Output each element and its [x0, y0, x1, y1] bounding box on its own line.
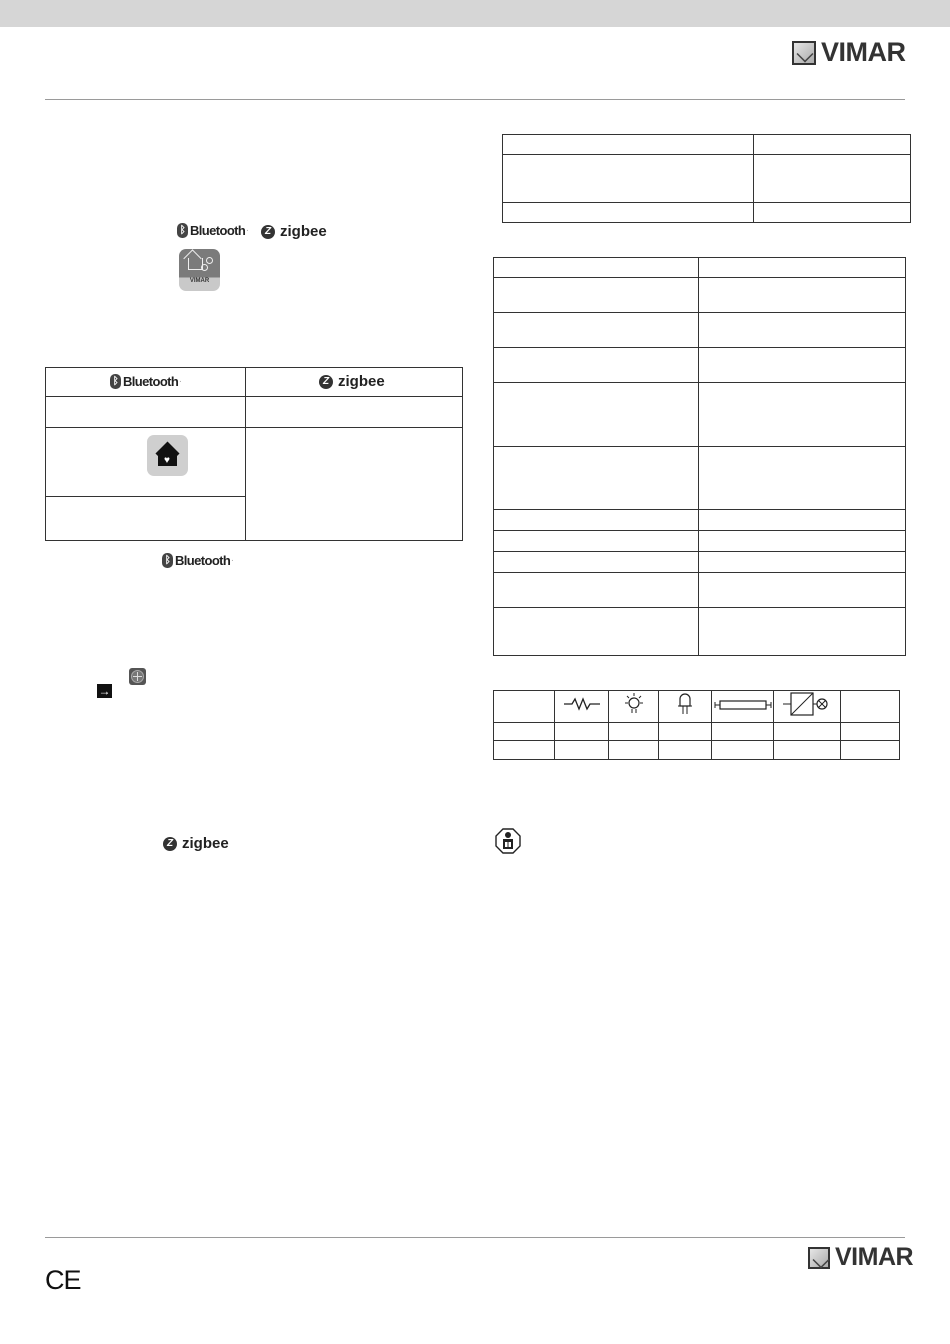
resistive-load-icon [555, 691, 609, 723]
qualified-installer-icon [495, 828, 521, 854]
arrow-right-icon: → [98, 684, 111, 698]
table-cell [841, 723, 900, 741]
bluetooth-icon: ᛒ [162, 553, 173, 568]
zigbee-icon: Z [261, 225, 275, 239]
incandescent-lamp-icon [609, 691, 659, 723]
table-cell [503, 155, 754, 203]
table-cell [494, 608, 699, 656]
table-row [494, 313, 906, 348]
plus-circle [131, 670, 144, 683]
table-row [494, 573, 906, 608]
bluetooth-logo-text: Bluetooth [123, 374, 179, 389]
table-cell [699, 348, 906, 383]
vimar-logo-mark-icon [808, 1247, 830, 1269]
table-row [503, 155, 911, 203]
table-cell [494, 741, 555, 760]
vimar-logo-header [792, 39, 906, 66]
vimar-logo-mark-icon [792, 41, 816, 65]
table-row [494, 258, 906, 278]
spec-table-top [502, 134, 911, 223]
vimar-logo-text: VIMAR [835, 1243, 914, 1271]
table-row [494, 348, 906, 383]
zigbee-icon: Z [163, 837, 177, 851]
home-shape [156, 443, 179, 468]
table-cell [494, 278, 699, 313]
zigbee-icon: Z [319, 375, 333, 389]
vimar-logo-footer [808, 1245, 913, 1270]
table-cell [774, 741, 841, 760]
top-bar [0, 0, 950, 27]
vimar-view-app-icon [179, 249, 220, 291]
table-cell [699, 258, 906, 278]
table-cell [494, 723, 555, 741]
zigbee-logo [261, 223, 327, 240]
fluorescent-tube-icon [712, 691, 774, 723]
home-heart: ♥ [164, 455, 170, 466]
table-row [494, 510, 906, 531]
table-row [503, 135, 911, 155]
led-lamp-icon [659, 691, 712, 723]
table-row [494, 552, 906, 573]
table-cell [494, 691, 555, 723]
table-row [503, 203, 911, 223]
table-cell [503, 203, 754, 223]
table-cell [699, 313, 906, 348]
table-cell [494, 510, 699, 531]
table-cell [699, 510, 906, 531]
vimar-logo-text: VIMAR [821, 37, 906, 67]
table-cell [46, 397, 246, 428]
zigbee-logo-text: zigbee [280, 223, 327, 240]
table-row [494, 691, 900, 723]
table-cell [841, 691, 900, 723]
table-row [494, 531, 906, 552]
table-cell [754, 135, 911, 155]
table-row [494, 723, 900, 741]
table-cell [246, 397, 463, 428]
table-cell [712, 741, 774, 760]
zigbee-logo-section [163, 835, 229, 852]
table-cell [555, 741, 609, 760]
connectivity-table [45, 367, 463, 541]
table-cell [503, 135, 754, 155]
plus-circle-icon [129, 668, 146, 685]
zigbee-logo-text: zigbee [182, 835, 229, 852]
zigbee-logo-text: zigbee [338, 373, 385, 390]
table-cell [609, 741, 659, 760]
table-cell [246, 428, 463, 541]
app-icon-gear [201, 264, 208, 271]
table-cell [659, 741, 712, 760]
table-cell [712, 723, 774, 741]
table-cell [609, 723, 659, 741]
table-cell [46, 497, 246, 541]
header-rule [45, 99, 905, 100]
table-header-zigbee [246, 368, 463, 397]
table-cell [494, 531, 699, 552]
table-cell [494, 383, 699, 447]
table-cell [699, 573, 906, 608]
table-cell [841, 741, 900, 760]
table-row [494, 278, 906, 313]
table-cell [699, 531, 906, 552]
app-icon-gear [206, 257, 213, 264]
bluetooth-logo-text: Bluetooth [175, 553, 231, 568]
table-row [494, 447, 906, 510]
table-cell [699, 608, 906, 656]
table-cell [494, 258, 699, 278]
table-row [494, 608, 906, 656]
table-cell [754, 203, 911, 223]
table-header-bluetooth [46, 368, 246, 397]
table-cell [494, 573, 699, 608]
table-cell [699, 278, 906, 313]
table-cell [774, 723, 841, 741]
table-cell [494, 348, 699, 383]
table-row [46, 368, 463, 397]
bluetooth-icon: ᛒ [110, 374, 121, 389]
zigbee-logo [319, 373, 385, 390]
table-cell [494, 313, 699, 348]
bluetooth-logo-text: Bluetooth [190, 223, 246, 238]
table-cell [699, 383, 906, 447]
table-row [494, 741, 900, 760]
load-types-table [493, 690, 900, 760]
table-cell [659, 723, 712, 741]
table-cell [494, 552, 699, 573]
table-cell [699, 552, 906, 573]
table-cell [555, 723, 609, 741]
bluetooth-logo-section: ᛒ Bluetooth · [162, 553, 233, 568]
table-row [46, 428, 463, 497]
table-cell [754, 155, 911, 203]
bluetooth-logo: ᛒ Bluetooth · [177, 223, 248, 238]
electronic-transformer-icon [774, 691, 841, 723]
table-cell [699, 447, 906, 510]
ce-mark: CE [45, 1265, 81, 1295]
apple-home-icon [147, 435, 188, 476]
table-row [46, 397, 463, 428]
bluetooth-icon: ᛒ [177, 223, 188, 238]
footer-rule [45, 1237, 905, 1238]
table-cell [46, 428, 246, 497]
spec-table-main [493, 257, 906, 656]
bluetooth-logo: ᛒ Bluetooth · [110, 374, 181, 389]
app-icon-label: VIMAR [189, 278, 210, 284]
table-row [494, 383, 906, 447]
table-cell [494, 447, 699, 510]
